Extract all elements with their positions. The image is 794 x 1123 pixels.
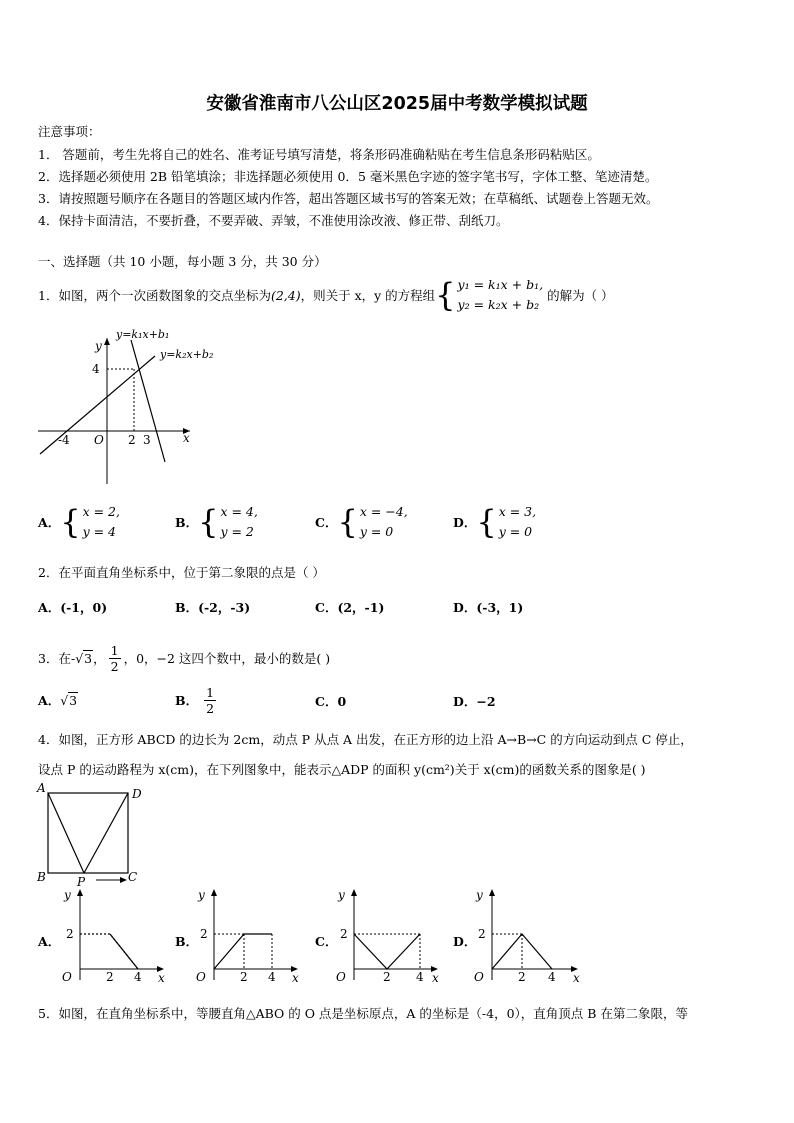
q4-option-a[interactable]: A．	[38, 934, 61, 949]
y-label: y	[338, 888, 345, 902]
q4-graph-b	[192, 885, 304, 983]
y-arrow-icon	[489, 889, 495, 896]
q4-square-figure	[32, 782, 152, 888]
y-arrow-icon	[104, 338, 110, 345]
tick-x2: 2	[518, 970, 526, 984]
origin-label: O	[94, 433, 104, 447]
sqrt-symbol: √	[60, 692, 69, 708]
q1-text-b: ，则关于 x，y 的方程组	[300, 288, 436, 303]
y-label: y	[476, 888, 483, 902]
y-arrow-icon	[77, 889, 83, 896]
tick-x4: 4	[134, 970, 142, 984]
tick-4: 4	[92, 362, 100, 376]
tick-x2: 2	[383, 970, 391, 984]
q1-option-d[interactable]	[453, 500, 536, 544]
label-a: A	[37, 781, 46, 795]
option-line1: x = 3,	[498, 504, 537, 519]
fraction-numerator: 1	[206, 684, 215, 700]
notice-item-3: 3．请按照题号顺序在各题目的答题区域内作答，超出答题区域书写的答案无效；在草稿纸、试题卷上答题无效。	[38, 191, 659, 206]
q3-text-b: ，	[93, 651, 106, 666]
option-letter: C．	[315, 515, 338, 530]
graph-b-line	[214, 934, 272, 969]
q3-option-c[interactable]: C．0	[315, 694, 347, 709]
option-line1: x = 2,	[82, 504, 120, 519]
page-title: 安徽省淮南市八公山区2025届中考数学模拟试题	[206, 94, 588, 114]
question-5: 5．如图，在直角坐标系中，等腰直角△ABO 的 O 点是坐标原点，A 的坐标是（-4，0），直角顶点 B 在第二象限，等	[38, 1006, 688, 1021]
tick-neg4: -4	[58, 433, 70, 447]
option-line2: y = 2	[220, 524, 254, 539]
brace-icon: {	[476, 503, 497, 541]
brace-icon: {	[337, 503, 358, 541]
brace-icon: {	[60, 503, 81, 541]
option-line2: y = 0	[498, 524, 533, 539]
line1-label: y=k₁x+b₁	[116, 328, 170, 341]
sqrt-symbol: √	[75, 650, 84, 666]
notice-item-2: 2．选择题必须使用 2B 铅笔填涂；非选择题必须使用 0．5 毫米黑色字迹的签字笔书写，字体工整、笔迹清楚。	[38, 169, 658, 184]
segment-dp	[84, 793, 128, 873]
q2-option-d[interactable]: D．(-3，1)	[453, 600, 524, 615]
q3-option-a[interactable]	[38, 680, 78, 720]
tick-y2: 2	[340, 927, 348, 941]
option-line2: y = 4	[82, 524, 116, 539]
tick-x4: 4	[416, 970, 424, 984]
q3-option-b[interactable]	[175, 680, 216, 720]
tick-y2: 2	[66, 927, 74, 941]
origin-label: O	[336, 970, 346, 984]
origin-label: O	[62, 970, 72, 984]
q4-graph-c	[332, 885, 444, 983]
label-c: C	[128, 870, 138, 884]
section-heading: 一、选择题（共 10 小题，每小题 3 分，共 30 分）	[38, 254, 327, 269]
q1-text-a: 1．如图，两个一次函数图象的交点坐标为	[38, 288, 271, 303]
tick-x4: 4	[548, 970, 556, 984]
option-letter: A．	[38, 515, 61, 530]
q3-fraction	[109, 643, 121, 674]
tick-x2: 2	[106, 970, 114, 984]
x-axis-label: x	[183, 431, 190, 445]
q3-option-d[interactable]: D．−2	[453, 694, 496, 709]
q4-option-b[interactable]: B．	[175, 934, 199, 949]
y-axis-label: y	[95, 339, 102, 353]
notice-item-4: 4．保持卡面清洁，不要折叠，不要弄破、弄皱，不准使用涂改液、修正带、刮纸刀。	[38, 213, 509, 228]
q2-option-a[interactable]: A．(-1，0)	[38, 600, 108, 615]
q4-graph-a	[58, 885, 170, 983]
tick-2: 2	[128, 433, 136, 447]
y-label: y	[198, 888, 205, 902]
origin-label: O	[474, 970, 484, 984]
question-2: 2．在平面直角坐标系中，位于第二象限的点是（ ）	[38, 565, 325, 580]
question-1	[38, 273, 614, 317]
q3-sqrt-radicand: 3	[84, 651, 93, 666]
x-label: x	[158, 971, 165, 985]
question-4-line1: 4．如图，正方形 ABCD 的边长为 2cm，动点 P 从点 A 出发，在正方形的边上沿 A→B→C 的方向运动到点 C 停止，	[38, 732, 693, 747]
brace-icon: {	[435, 276, 456, 314]
notice-item-1: 1． 答题前，考生先将自己的姓名、准考证号填写清楚，将条形码准确粘贴在考生信息条形码粘贴区。	[38, 147, 600, 162]
tick-y2: 2	[200, 927, 208, 941]
q1-option-c[interactable]	[315, 500, 408, 544]
q1-eq2: y₂ = k₂x + b₂	[457, 297, 540, 312]
q4-graph-d	[470, 885, 585, 983]
line2-label: y=k₂x+b₂	[160, 348, 214, 361]
label-d: D	[132, 787, 142, 801]
fraction-denominator: 2	[206, 700, 215, 716]
q1-option-a[interactable]	[38, 500, 120, 544]
arrow-right-icon	[120, 877, 127, 883]
q1-equation-system	[435, 275, 543, 315]
segment-ap	[48, 793, 84, 873]
graph-a-line	[110, 934, 138, 969]
q2-option-b[interactable]: B．(-2，-3)	[175, 600, 251, 615]
option-line1: x = −4,	[359, 504, 408, 519]
x-label: x	[292, 971, 299, 985]
graph-a-dashed	[80, 934, 138, 969]
option-fraction	[204, 685, 216, 716]
option-letter: B．	[175, 515, 199, 530]
square-abcd	[48, 793, 128, 873]
option-line2: y = 0	[359, 524, 394, 539]
q1-graph	[30, 322, 214, 490]
q1-option-b[interactable]	[175, 500, 258, 544]
question-4-line2: 设点 P 的运动路程为 x(cm)，在下列图象中，能表示△ADP 的面积 y(cm²)关于 x(cm)的函数关系的图象是( )	[38, 762, 646, 777]
q3-text-c: ，0，−2 这四个数中，最小的数是( )	[123, 651, 331, 666]
option-sqrt-radicand: 3	[69, 693, 78, 708]
q1-eq1: y₁ = k₁x + b₁,	[457, 277, 544, 292]
option-letter: B．	[175, 693, 199, 708]
q1-text-c: 的解为（ ）	[547, 288, 614, 303]
notice-heading: 注意事项：	[38, 124, 101, 139]
q2-option-c[interactable]: C．(2，-1)	[315, 600, 385, 615]
tick-y2: 2	[478, 927, 486, 941]
q4-option-d[interactable]: D．	[453, 934, 477, 949]
fraction-denominator: 2	[110, 658, 119, 674]
label-p: P	[77, 875, 86, 889]
x-label: x	[432, 971, 439, 985]
option-line1: x = 4,	[220, 504, 258, 519]
brace-icon: {	[198, 503, 219, 541]
option-letter: D．	[453, 515, 477, 530]
x-label: x	[573, 971, 580, 985]
y-arrow-icon	[351, 889, 357, 896]
fraction-numerator: 1	[110, 642, 119, 658]
option-letter: A．	[38, 693, 61, 708]
label-b: B	[37, 870, 46, 884]
tick-3: 3	[143, 433, 151, 447]
tick-x4: 4	[268, 970, 276, 984]
question-3	[38, 638, 330, 678]
tick-x2: 2	[240, 970, 248, 984]
q3-text-a: 3．在-	[38, 651, 76, 666]
y-arrow-icon	[211, 889, 217, 896]
origin-label: O	[196, 970, 206, 984]
y-label: y	[64, 888, 71, 902]
q4-option-c[interactable]: C．	[315, 934, 338, 949]
q1-point: (2,4)	[270, 287, 301, 303]
graph-c-line	[354, 934, 420, 969]
